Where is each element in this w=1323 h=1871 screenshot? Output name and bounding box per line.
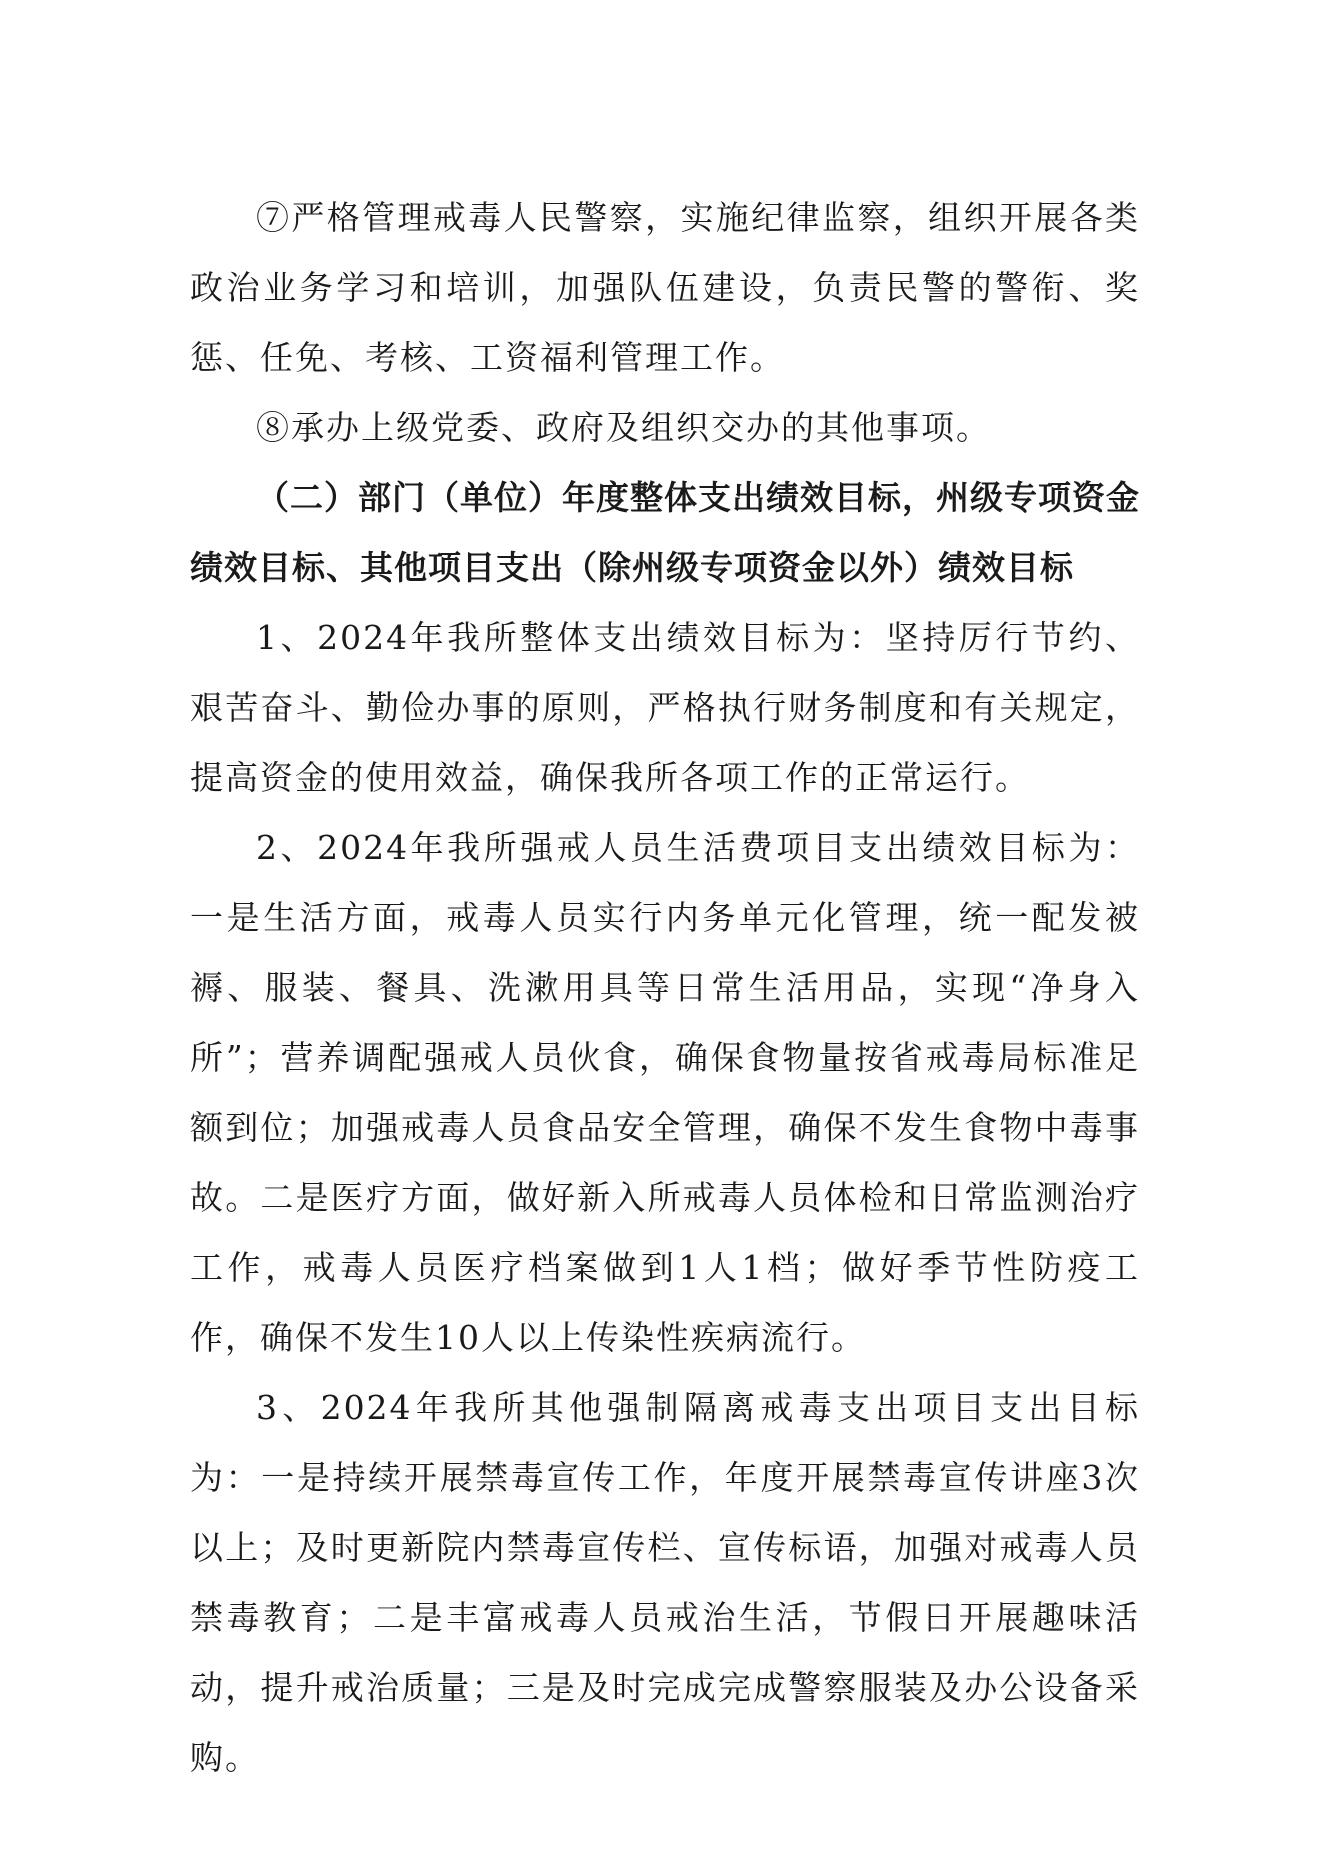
- section-heading: （二）部门（单位）年度整体支出绩效目标，州级专项资金绩效目标、其他项目支出（除州级专项资金以外）绩效目标: [190, 478, 1140, 587]
- document-body: [190, 183, 1140, 1793]
- paragraph-duty-7: ⑦严格管理戒毒人民警察，实施纪律监察，组织开展各类政治业务学习和培训，加强队伍建设，负责民警的警衔、奖惩、任免、考核、工资福利管理工作。: [190, 198, 1140, 377]
- paragraph-goal-3: 3、2024年我所其他强制隔离戒毒支出项目支出目标为：一是持续开展禁毒宣传工作，年度开展禁毒宣传讲座3次以上；及时更新院内禁毒宣传栏、宣传标语，加强对戒毒人员禁毒教育；二是丰富戒毒人员戒治生活，节假日开展趣味活动，提升戒治质量；三是及时完成完成警察服装及办公设备采购。: [190, 1388, 1140, 1777]
- paragraph-goal-2: 2、2024年我所强戒人员生活费项目支出绩效目标为：一是生活方面，戒毒人员实行内务单元化管理，统一配发被褥、服装、餐具、洗漱用具等日常生活用品，实现“净身入所”；营养调配强戒人员伙食，确保食物量按省戒毒局标准足额到位；加强戒毒人员食品安全管理，确保不发生食物中毒事故。二是医疗方面，做好新入所戒毒人员体检和日常监测治疗工作，戒毒人员医疗档案做到1人1档；做好季节性防疫工作，确保不发生10人以上传染性疾病流行。: [190, 828, 1140, 1357]
- paragraph-duty-8: ⑧承办上级党委、政府及组织交办的其他事项。: [256, 408, 991, 447]
- paragraph-goal-1: 1、2024年我所整体支出绩效目标为：坚持厉行节约、艰苦奋斗、勤俭办事的原则，严格执行财务制度和有关规定，提高资金的使用效益，确保我所各项工作的正常运行。: [190, 618, 1140, 797]
